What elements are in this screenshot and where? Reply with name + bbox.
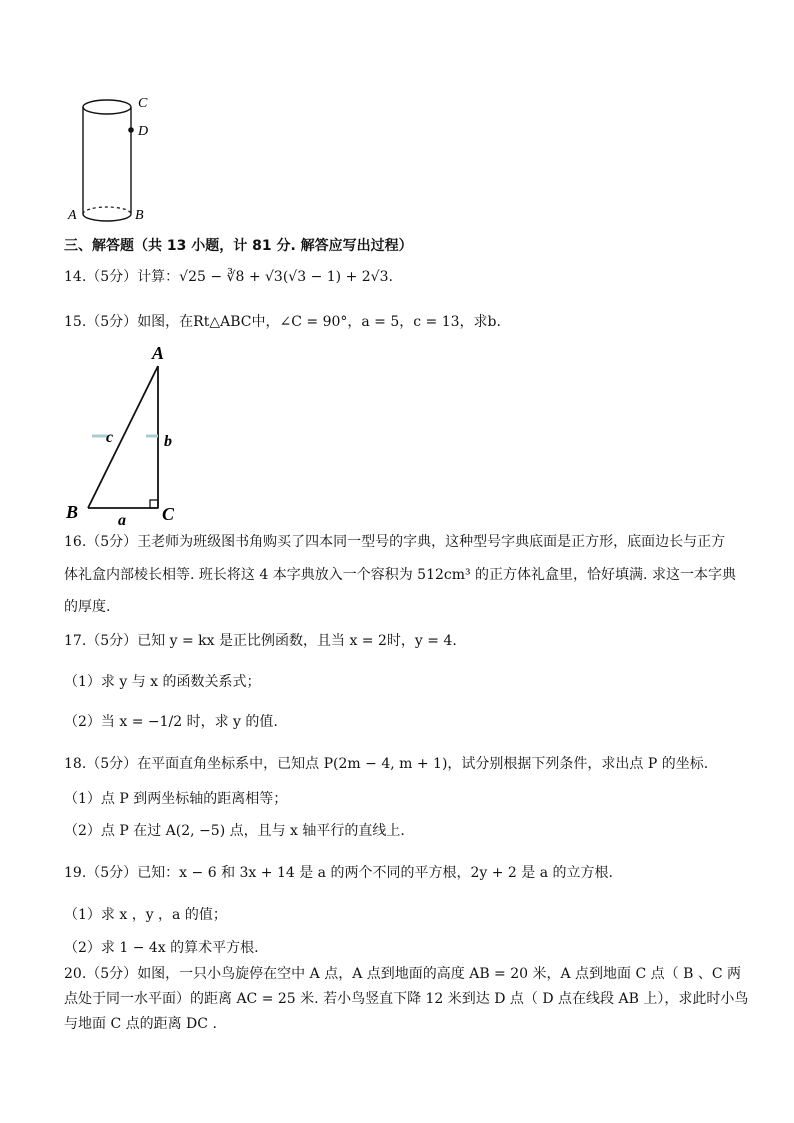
q15-number: 15. xyxy=(64,314,87,330)
question-18-sub-1: （1）点 P 到两坐标轴的距离相等； xyxy=(64,791,288,807)
question-20-line-3: 与地面 C 点的距离 DC . xyxy=(64,1016,217,1032)
q20-number: 20. xyxy=(64,966,87,982)
q16-score: （5分） xyxy=(86,534,138,550)
q14-number: 14. xyxy=(64,269,87,285)
tri-label-a-side: a xyxy=(118,512,126,527)
question-17-sub-1: （1）求 y 与 x 的函数关系式； xyxy=(64,674,261,690)
q14-score: （5分） xyxy=(86,269,138,285)
tri-label-a-vertex: A xyxy=(152,343,165,363)
question-15 xyxy=(64,313,501,331)
q19-score: （5分） xyxy=(86,865,138,881)
tri-label-b-side: b xyxy=(164,433,172,450)
question-14 xyxy=(64,268,393,286)
q17-number: 17. xyxy=(64,633,87,649)
question-20-line-1 xyxy=(64,965,741,983)
question-19-sub-1: （1）求 x ，y ，a 的值； xyxy=(64,907,227,923)
q19-number: 19. xyxy=(64,865,87,881)
question-18 xyxy=(64,755,708,773)
question-18-sub-2: （2）点 P 在过 A(2, −5) 点，且与 x 轴平行的直线上. xyxy=(64,823,405,839)
question-19-sub-2: （2）求 1 − 4x 的算术平方根. xyxy=(64,940,259,956)
question-17-sub-2: （2）当 x = −1/2 时，求 y 的值. xyxy=(64,714,278,730)
cylinder-top xyxy=(83,100,131,114)
q17-text: 已知 y = kx 是正比例函数，且当 x = 2时，y = 4. xyxy=(137,633,457,649)
label-d: D xyxy=(138,124,149,139)
question-16-line-3: 的厚度. xyxy=(64,599,111,615)
triangle-figure xyxy=(62,342,192,527)
q18-score: （5分） xyxy=(86,756,138,772)
q16-text-1: 王老师为班级图书角购买了四本同一型号的字典，这种型号字典底面是正方形，底面边长与正方 xyxy=(137,534,726,550)
label-b: B xyxy=(135,208,144,223)
q16-number: 16. xyxy=(64,534,87,550)
question-16-line-2: 体礼盒内部棱长相等. 班长将这 4 本字典放入一个容积为 512cm³ 的正方体礼盒里，恰好填满. 求这一本字典 xyxy=(64,567,736,583)
q15-score: （5分） xyxy=(86,314,138,330)
question-16-line-1 xyxy=(64,533,725,551)
question-20-line-2: 点处于同一水平面）的距离 AC = 25 米. 若小鸟竖直下降 12 米到达 D 点（ D 点在线段 AB 上），求此时小鸟 xyxy=(64,991,749,1007)
tri-label-c-vertex: C xyxy=(162,504,175,524)
right-angle-mark xyxy=(150,500,158,508)
question-19 xyxy=(64,864,613,882)
point-d-dot xyxy=(128,127,134,133)
q15-text: 如图，在Rt△ABC中，∠C = 90°，a = 5，c = 13，求b. xyxy=(137,314,501,330)
label-a: A xyxy=(68,208,77,223)
q18-text: 在平面直角坐标系中，已知点 P(2m − 4, m + 1)，试分别根据下列条件，求出点 P 的坐标. xyxy=(137,756,709,772)
tri-label-b-vertex: B xyxy=(66,502,79,522)
q20-score: （5分） xyxy=(86,966,138,982)
section-title: 三、解答题（共 13 小题，计 81 分. 解答应写出过程） xyxy=(64,238,413,254)
cylinder-bottom-front xyxy=(83,214,131,221)
q14-text: 计算：√25 − ∛8 + √3(√3 − 1) + 2√3. xyxy=(137,269,393,285)
cylinder-bottom-back xyxy=(83,207,131,214)
label-c: C xyxy=(138,96,148,111)
tri-label-c-side: c xyxy=(106,429,114,446)
q19-text: 已知：x − 6 和 3x + 14 是 a 的两个不同的平方根，2y + 2 是 a 的立方根. xyxy=(137,865,613,881)
q17-score: （5分） xyxy=(86,633,138,649)
q18-number: 18. xyxy=(64,756,87,772)
cylinder-figure xyxy=(60,92,160,227)
q20-text-1: 如图，一只小鸟旋停在空中 A 点，A 点到地面的高度 AB = 20 米，A 点到地面 C 点（ B 、C 两 xyxy=(137,966,742,982)
question-17 xyxy=(64,632,457,650)
